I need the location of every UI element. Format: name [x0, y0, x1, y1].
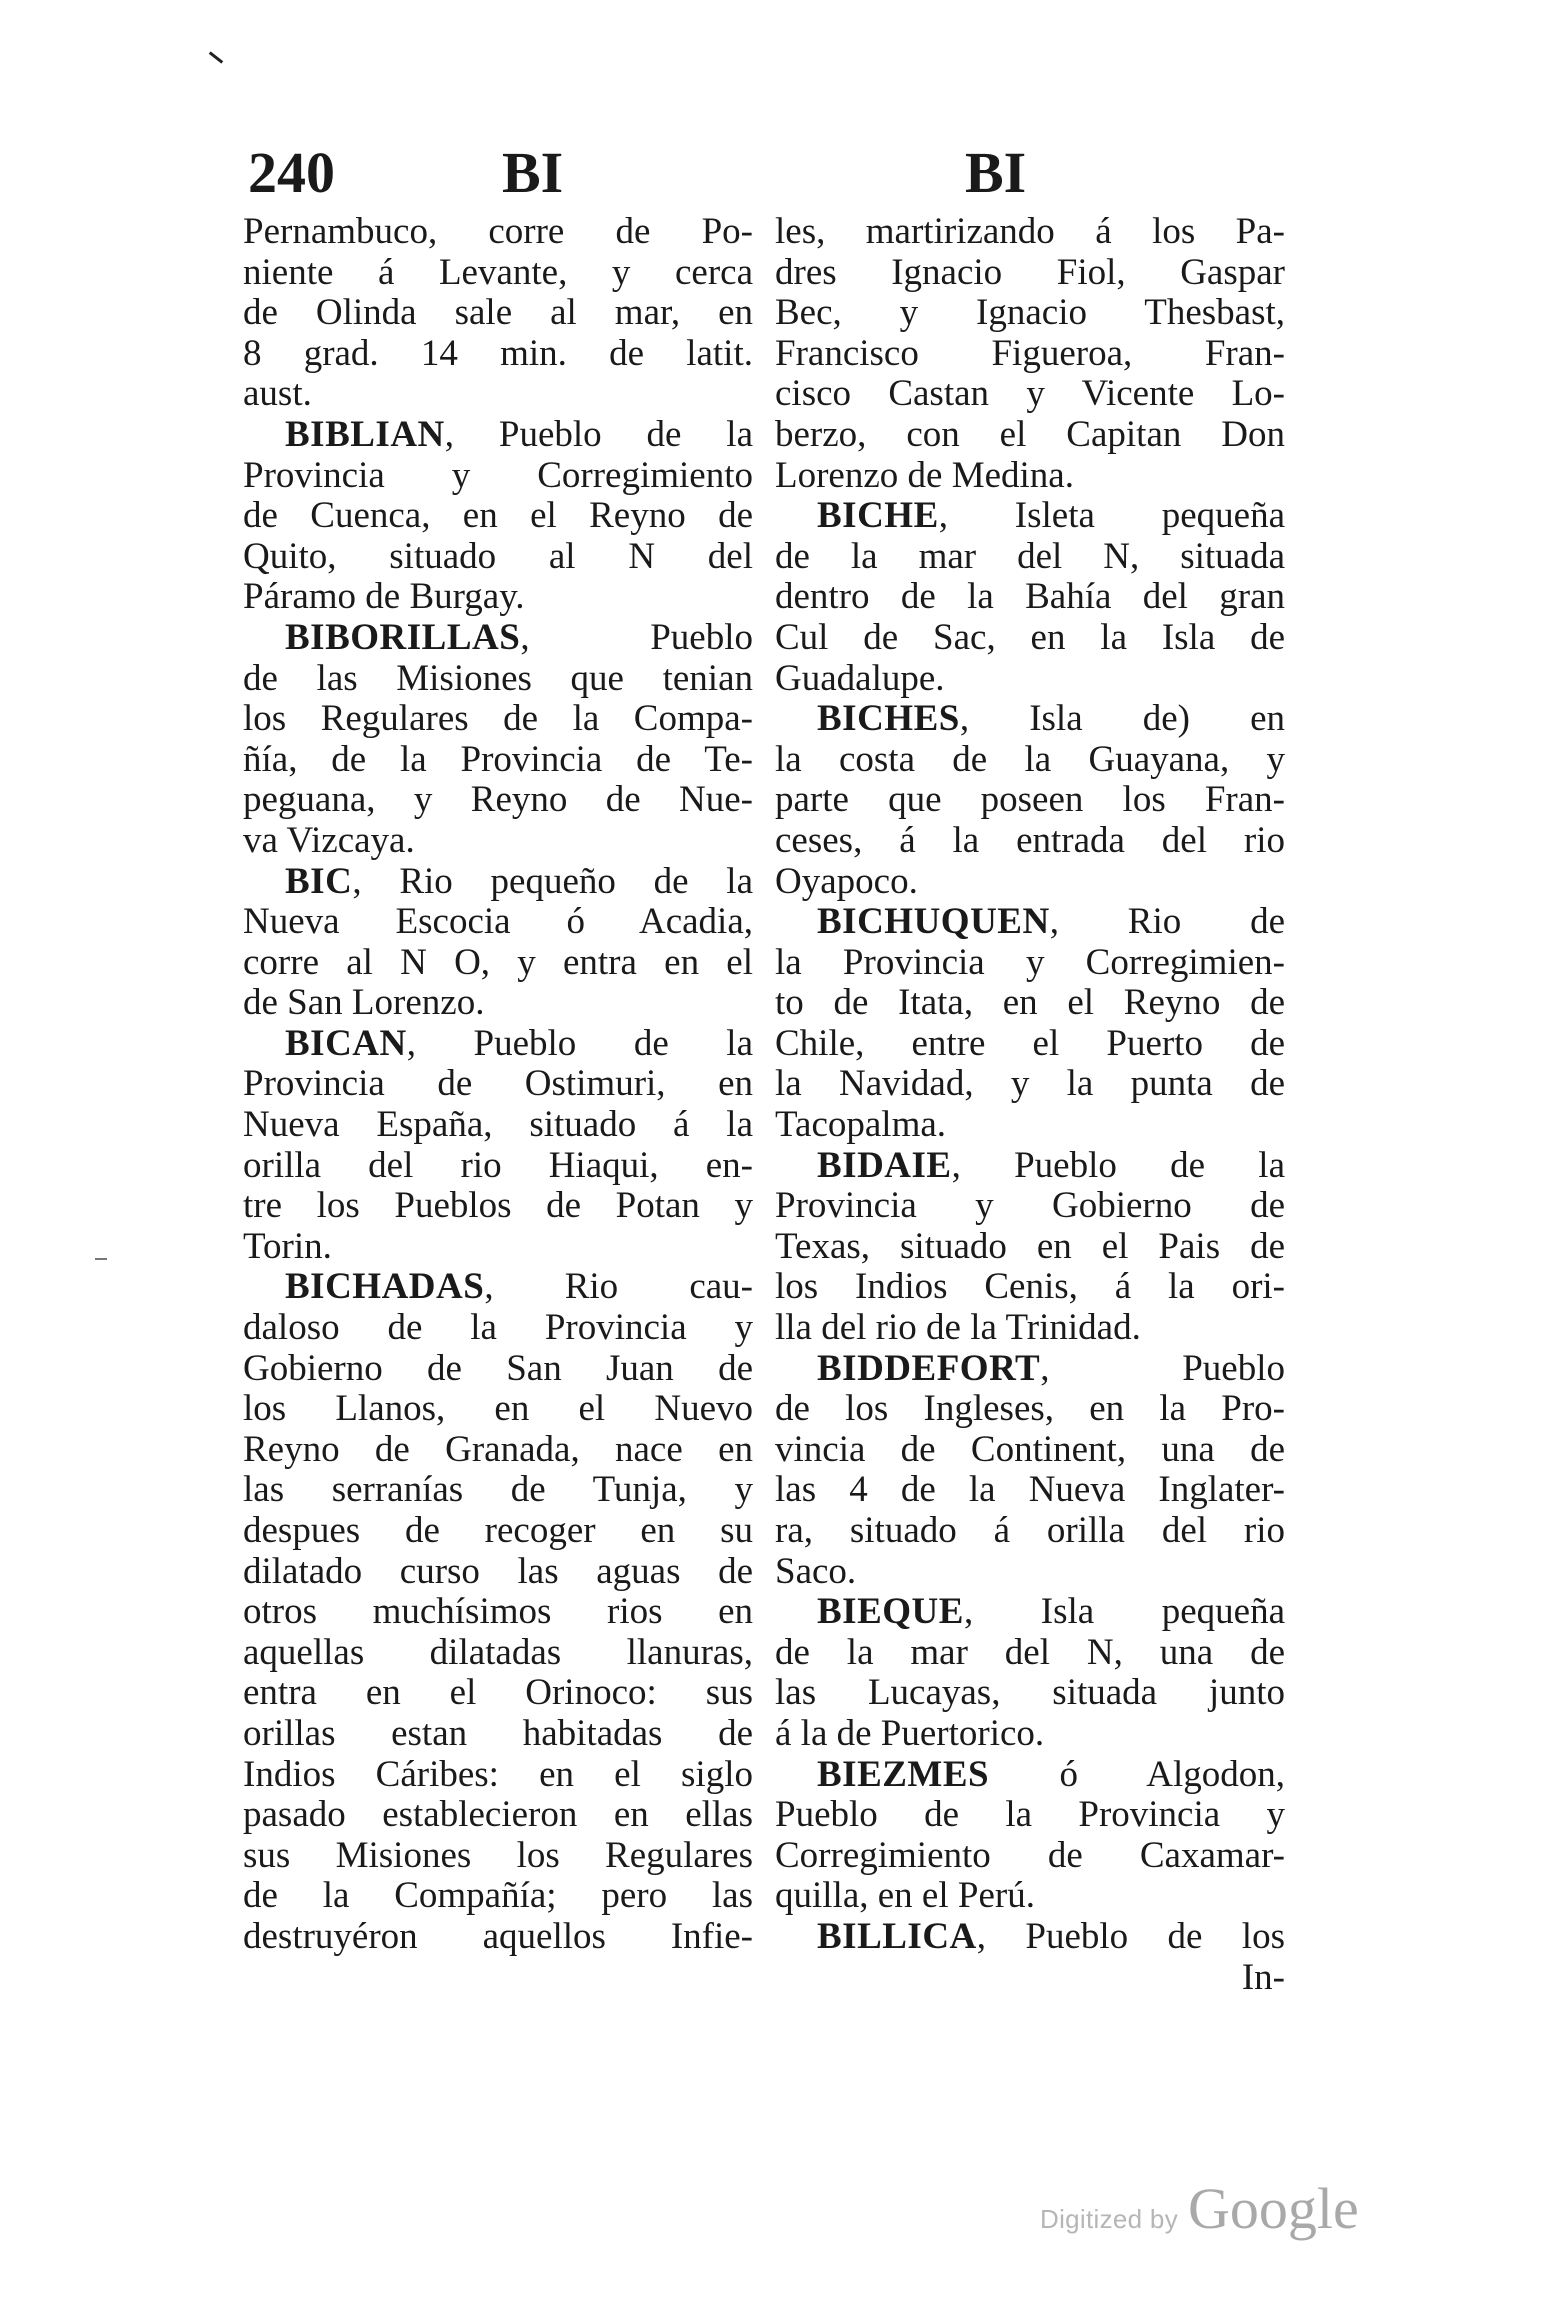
text-line: [243, 1389, 753, 1430]
line-text: los Indios Cenis, á la ori-: [775, 1266, 1285, 1308]
line-text: Torin.: [243, 1225, 332, 1267]
line-text: berzo, con el Capitan Don: [775, 413, 1285, 455]
text-line: [775, 821, 1285, 862]
line-text: Nueva Escocia ó Acadia,: [243, 901, 753, 943]
line-text: Páramo de Burgay.: [243, 576, 525, 618]
line-text: niente á Levante, y cerca: [243, 251, 753, 293]
text-line: [243, 1633, 753, 1674]
entry-first-line: [243, 1267, 753, 1308]
text-line: [243, 902, 753, 943]
digitization-watermark: [1040, 2175, 1359, 2245]
line-text: va Vizcaya.: [243, 819, 415, 861]
line-text: , Isleta pequeña: [938, 495, 1285, 537]
entry-headword: BICHE: [817, 495, 939, 537]
line-text: corre al N O, y entra en el: [243, 941, 753, 983]
text-line: [243, 212, 753, 253]
text-line: [243, 577, 753, 618]
text-line: [775, 293, 1285, 334]
line-text: tre los Pueblos de Potan y: [243, 1185, 753, 1227]
text-line: [243, 1755, 753, 1796]
entry-headword: BIBLIAN: [285, 413, 445, 455]
entry-headword: BIC: [285, 860, 353, 902]
ink-mark: [209, 51, 223, 63]
text-line: [775, 1552, 1285, 1593]
text-line: [243, 780, 753, 821]
text-line: [243, 537, 753, 578]
line-text: Guadalupe.: [775, 657, 945, 699]
text-line: [775, 415, 1285, 456]
left-text-column: [243, 212, 753, 1958]
entry-first-line: [243, 618, 753, 659]
text-line: [243, 1876, 753, 1917]
line-text: Oyapoco.: [775, 860, 918, 902]
line-text: destruyéron aquellos Infie-: [243, 1915, 753, 1957]
text-line: [243, 1592, 753, 1633]
text-line: [775, 618, 1285, 659]
line-text: , Pueblo: [520, 616, 753, 658]
text-line: [243, 983, 753, 1024]
text-line: [775, 1673, 1285, 1714]
text-line: [243, 1146, 753, 1187]
line-text: de la Compañía; pero las: [243, 1875, 753, 1917]
line-text: de los Ingleses, en la Pro-: [775, 1388, 1285, 1430]
right-text-column: [775, 212, 1285, 1998]
entry-first-line: [775, 1349, 1285, 1390]
entry-headword: BICHUQUEN: [817, 901, 1050, 943]
line-text: las 4 de la Nueva Inglater-: [775, 1469, 1285, 1511]
line-text: ñía, de la Provincia de Te-: [243, 738, 753, 780]
text-line: [775, 1795, 1285, 1836]
line-text: las serranías de Tunja, y: [243, 1469, 753, 1511]
margin-mark: [95, 1258, 107, 1260]
text-line: [243, 1552, 753, 1593]
running-head: [0, 138, 1551, 208]
line-text: de San Lorenzo.: [243, 982, 485, 1024]
text-line: [243, 1673, 753, 1714]
text-line: [775, 334, 1285, 375]
text-line: [243, 1714, 753, 1755]
line-text: de Cuenca, en el Reyno de: [243, 495, 753, 537]
line-text: pasado establecieron en ellas: [243, 1794, 753, 1836]
text-line: [243, 1227, 753, 1268]
google-logo: Google: [1188, 2176, 1359, 2241]
text-line: [243, 821, 753, 862]
line-text: , Pueblo de la: [444, 413, 753, 455]
line-text: to de Itata, en el Reyno de: [775, 982, 1285, 1024]
text-line: [243, 740, 753, 781]
line-text: daloso de la Provincia y: [243, 1307, 753, 1349]
text-line: [775, 374, 1285, 415]
entry-headword: BIDAIE: [817, 1144, 952, 1186]
text-line: [775, 862, 1285, 903]
entry-first-line: [243, 862, 753, 903]
text-line: [243, 293, 753, 334]
line-text: In-: [1241, 1956, 1285, 1998]
text-line: [243, 334, 753, 375]
line-text: Pueblo de la Provincia y: [775, 1794, 1285, 1836]
entry-first-line: [775, 699, 1285, 740]
line-text: la Navidad, y la punta de: [775, 1063, 1285, 1105]
entry-first-line: [775, 1146, 1285, 1187]
text-line: [775, 253, 1285, 294]
text-line: [243, 1917, 753, 1958]
text-line: [775, 1064, 1285, 1105]
text-line: [775, 1105, 1285, 1146]
line-text: Saco.: [775, 1550, 857, 1592]
entry-headword: BIDDEFORT: [817, 1347, 1041, 1389]
text-line: [775, 740, 1285, 781]
line-text: , Pueblo de la: [406, 1022, 753, 1064]
text-line: [775, 212, 1285, 253]
line-text: ra, situado á orilla del rio: [775, 1510, 1285, 1551]
line-text: la costa de la Guayana, y: [775, 738, 1285, 780]
entry-headword: BIEZMES: [817, 1753, 990, 1795]
line-text: Provincia y Corregimiento: [243, 454, 753, 496]
text-line: [243, 1470, 753, 1511]
text-line: [775, 1958, 1285, 1999]
line-text: las Lucayas, situada junto: [775, 1672, 1285, 1714]
entry-headword: BICHES: [817, 698, 960, 740]
page-number: 240: [248, 140, 335, 205]
text-line: [243, 1795, 753, 1836]
text-line: [775, 1024, 1285, 1065]
line-text: aust.: [243, 373, 312, 415]
text-line: [243, 456, 753, 497]
text-line: [775, 456, 1285, 497]
line-text: 8 grad. 14 min. de latit.: [243, 332, 753, 374]
line-text: Cul de Sac, en la Isla de: [775, 616, 1285, 658]
text-line: [775, 1633, 1285, 1674]
right-running-head: BI: [965, 140, 1027, 205]
text-line: [775, 1267, 1285, 1308]
line-text: dres Ignacio Fiol, Gaspar: [775, 251, 1285, 293]
text-line: [775, 1430, 1285, 1471]
line-text: , Rio cau-: [484, 1266, 753, 1308]
entry-first-line: [775, 1592, 1285, 1633]
line-text: ó Algodon,: [989, 1753, 1285, 1795]
line-text: Indios Cáribes: en el siglo: [243, 1753, 753, 1795]
text-line: [243, 1430, 753, 1471]
line-text: Tacopalma.: [775, 1104, 947, 1146]
line-text: sus Misiones los Regulares: [243, 1834, 753, 1876]
entry-first-line: [243, 1024, 753, 1065]
line-text: dentro de la Bahía del gran: [775, 576, 1285, 618]
line-text: de la mar del N, una de: [775, 1631, 1285, 1673]
entry-first-line: [243, 415, 753, 456]
line-text: quilla, en el Perú.: [775, 1875, 1035, 1917]
line-text: ceses, á la entrada del rio: [775, 819, 1285, 861]
line-text: de la mar del N, situada: [775, 535, 1285, 577]
text-line: [243, 943, 753, 984]
text-line: [775, 983, 1285, 1024]
text-line: [775, 780, 1285, 821]
line-text: les, martirizando á los Pa-: [775, 211, 1285, 252]
entry-headword: BIEQUE: [817, 1591, 964, 1633]
line-text: peguana, y Reyno de Nue-: [243, 779, 753, 821]
text-line: [243, 253, 753, 294]
text-line: [775, 1186, 1285, 1227]
text-line: [243, 1308, 753, 1349]
line-text: , Rio de: [1049, 901, 1285, 943]
line-text: lla del rio de la Trinidad.: [775, 1307, 1141, 1349]
line-text: Gobierno de San Juan de: [243, 1347, 753, 1389]
line-text: parte que poseen los Fran-: [775, 779, 1285, 821]
entry-headword: BILLICA: [817, 1915, 977, 1957]
entry-first-line: [775, 1755, 1285, 1796]
line-text: vincia de Continent, una de: [775, 1428, 1285, 1470]
line-text: entra en el Orinoco: sus: [243, 1672, 753, 1714]
text-line: [775, 659, 1285, 700]
line-text: de las Misiones que tenian: [243, 657, 753, 699]
text-line: [775, 1389, 1285, 1430]
text-line: [243, 1511, 753, 1552]
text-line: [775, 1308, 1285, 1349]
line-text: Francisco Figueroa, Fran-: [775, 332, 1285, 374]
text-line: [775, 1836, 1285, 1877]
text-line: [775, 943, 1285, 984]
text-line: [775, 577, 1285, 618]
text-line: [243, 1105, 753, 1146]
entry-headword: BIBORILLAS: [285, 616, 521, 658]
line-text: , Isla de) en: [959, 698, 1285, 740]
text-line: [243, 659, 753, 700]
line-text: , Pueblo de la: [951, 1144, 1285, 1186]
line-text: otros muchísimos rios en: [243, 1591, 753, 1633]
entry-first-line: [775, 496, 1285, 537]
line-text: , Rio pequeño de la: [352, 860, 753, 902]
line-text: , Pueblo de los: [976, 1915, 1285, 1957]
line-text: de Olinda sale al mar, en: [243, 292, 753, 334]
line-text: , Isla pequeña: [963, 1591, 1285, 1633]
entry-first-line: [775, 1917, 1285, 1958]
line-text: orilla del rio Hiaqui, en-: [243, 1144, 753, 1186]
watermark-prefix: Digitized by: [1040, 2204, 1178, 2234]
line-text: Nueva España, situado á la: [243, 1104, 753, 1146]
line-text: Corregimiento de Caxamar-: [775, 1834, 1285, 1876]
line-text: aquellas dilatadas llanuras,: [243, 1631, 753, 1673]
text-line: [243, 1064, 753, 1105]
line-text: los Regulares de la Compa-: [243, 698, 753, 740]
text-line: [775, 1470, 1285, 1511]
text-line: [243, 1186, 753, 1227]
line-text: Reyno de Granada, nace en: [243, 1428, 753, 1470]
entry-headword: BICHADAS: [285, 1266, 485, 1308]
entry-first-line: [775, 902, 1285, 943]
text-line: [775, 537, 1285, 578]
text-line: [243, 374, 753, 415]
line-text: Chile, entre el Puerto de: [775, 1022, 1285, 1064]
text-line: [243, 1836, 753, 1877]
line-text: cisco Castan y Vicente Lo-: [775, 373, 1285, 415]
text-line: [243, 699, 753, 740]
line-text: Quito, situado al N del: [243, 535, 753, 577]
text-line: [775, 1511, 1285, 1552]
text-line: [775, 1876, 1285, 1917]
line-text: despues de recoger en su: [243, 1510, 753, 1551]
text-line: [243, 496, 753, 537]
line-text: Provincia y Gobierno de: [775, 1185, 1285, 1227]
line-text: orillas estan habitadas de: [243, 1712, 753, 1754]
line-text: Texas, situado en el Pais de: [775, 1225, 1285, 1267]
line-text: , Pueblo: [1040, 1347, 1285, 1389]
left-running-head: BI: [502, 140, 564, 205]
line-text: los Llanos, en el Nuevo: [243, 1388, 753, 1430]
line-text: Pernambuco, corre de Po-: [243, 211, 753, 252]
text-line: [243, 1349, 753, 1390]
line-text: á la de Puertorico.: [775, 1712, 1045, 1754]
text-line: [775, 1714, 1285, 1755]
line-text: Provincia de Ostimuri, en: [243, 1063, 753, 1105]
line-text: la Provincia y Corregimien-: [775, 941, 1285, 983]
line-text: dilatado curso las aguas de: [243, 1550, 753, 1592]
entry-headword: BICAN: [285, 1022, 407, 1064]
line-text: Bec, y Ignacio Thesbast,: [775, 292, 1285, 334]
text-line: [775, 1227, 1285, 1268]
line-text: Lorenzo de Medina.: [775, 454, 1074, 496]
